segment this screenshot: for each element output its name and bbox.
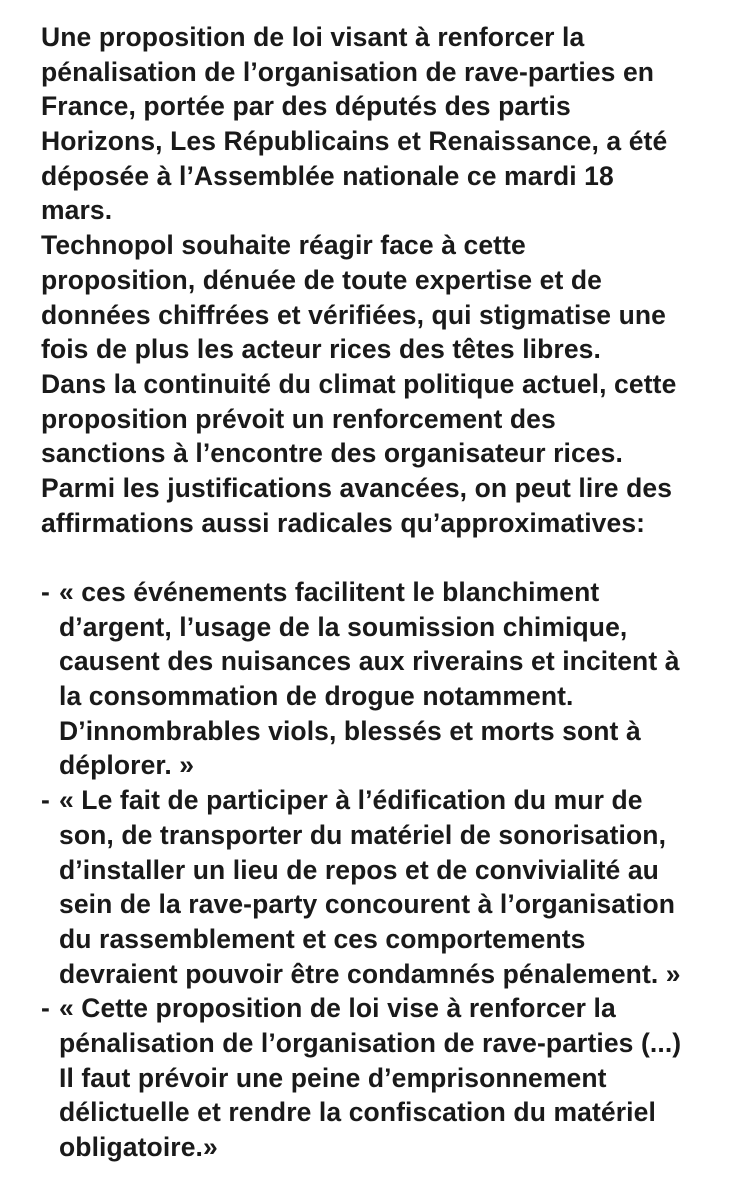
paragraph-justifications xyxy=(41,471,741,540)
text-line: Technopol souhaite réagir face à cette xyxy=(41,230,526,261)
text-line: fois de plus les acteur rices des têtes libres. xyxy=(41,334,601,365)
paragraph-technopol-reaction xyxy=(41,228,741,367)
text-line: Horizons, Les Républicains et Renaissance, a été xyxy=(41,126,668,157)
text-line: devraient pouvoir être condamnés pénalement. » xyxy=(59,958,681,989)
text-line: - « Cette proposition de loi vise à renforcer la xyxy=(41,991,741,1026)
text-line: obligatoire.» xyxy=(59,1132,218,1162)
text-line: déplorer. » xyxy=(59,750,195,781)
quote-item xyxy=(41,991,741,1164)
text-line: - « Le fait de participer à l’édification du mur de xyxy=(41,783,741,818)
quote-list xyxy=(41,575,741,1165)
text-line: D’innombrables viols, blessés et morts sont à xyxy=(59,715,641,746)
text-line: déposée à l’Assemblée nationale ce mardi 18 xyxy=(41,160,614,191)
text-line: sein de la rave-party concourent à l’organisation xyxy=(59,889,676,920)
text-line: Une proposition de loi visant à renforcer la xyxy=(41,22,585,52)
text-line: son, de transporter du matériel de sonorisation, xyxy=(59,819,667,850)
blank-line xyxy=(41,540,741,575)
dash-bullet: - xyxy=(41,785,50,816)
quote-item xyxy=(41,783,741,991)
text-line: mars. xyxy=(41,195,113,226)
text-line: Il faut prévoir une peine d’emprisonnement xyxy=(59,1062,607,1093)
text-line: Parmi les justifications avancées, on peut lire des xyxy=(41,472,673,503)
text-line: causent des nuisances aux riverains et incitent à xyxy=(59,646,680,677)
quote-item xyxy=(41,575,741,783)
text-line: affirmations aussi radicales qu’approximatives: xyxy=(41,507,646,538)
text-line: d’installer un lieu de repos et de convivialité au xyxy=(59,854,659,885)
text-line: pénalisation de l’organisation de rave-parties (...) xyxy=(59,1027,682,1058)
text-line: pénalisation de l’organisation de rave-parties en xyxy=(41,56,655,87)
text-line: du rassemblement et ces comportements xyxy=(59,923,586,954)
paragraph-intro xyxy=(41,20,741,228)
document-body xyxy=(41,20,741,1165)
text-line: - « ces événements facilitent le blanchiment xyxy=(41,575,741,610)
dash-bullet: - xyxy=(41,993,50,1024)
text-line: proposition, dénuée de toute expertise et de xyxy=(41,264,602,295)
paragraph-political-context xyxy=(41,367,741,471)
text-line: proposition prévoit un renforcement des xyxy=(41,403,556,434)
text-line: France, portée par des députés des partis xyxy=(41,91,571,122)
text-line: délictuelle et rendre la confiscation du matériel xyxy=(59,1097,656,1128)
text-line: d’argent, l’usage de la soumission chimique, xyxy=(59,611,628,642)
text-line: Dans la continuité du climat politique actuel, cette xyxy=(41,368,677,399)
dash-bullet: - xyxy=(41,577,50,607)
text-line: données chiffrées et vérifiées, qui stigmatise une xyxy=(41,299,667,330)
text-line: sanctions à l’encontre des organisateur rices. xyxy=(41,438,623,469)
text-line: la consommation de drogue notamment. xyxy=(59,681,574,712)
